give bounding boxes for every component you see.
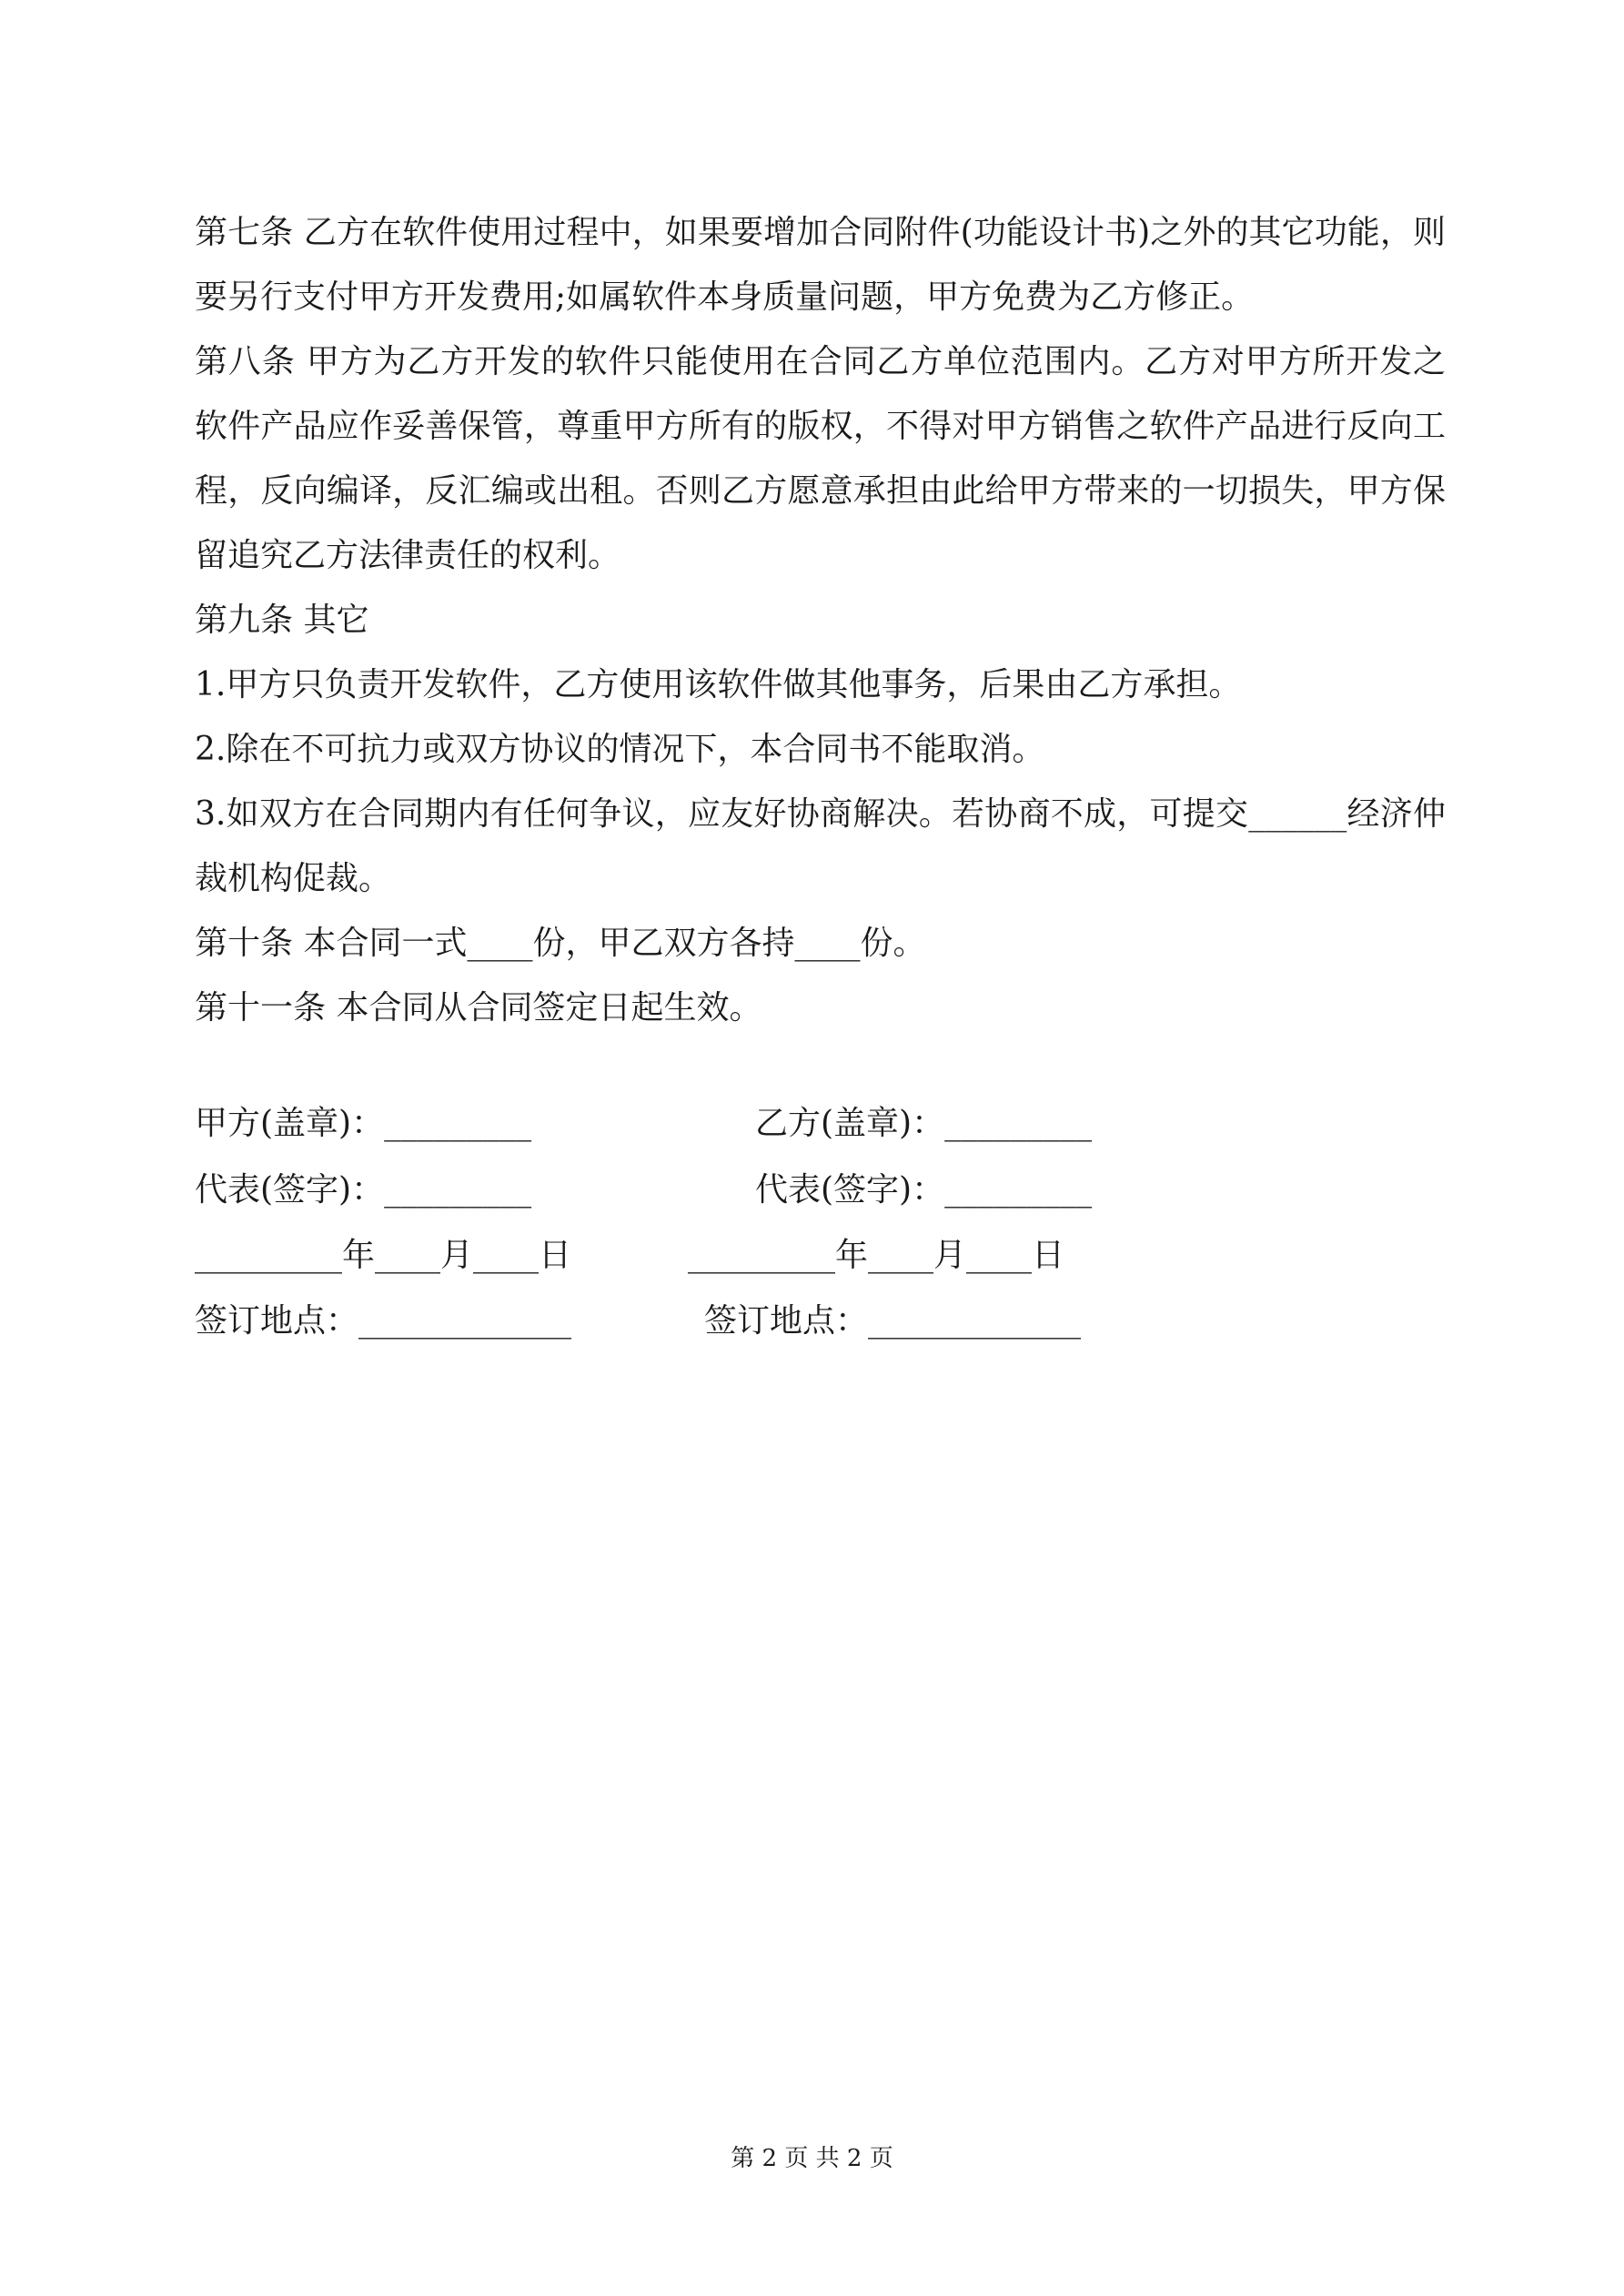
contract-body — [195, 200, 1446, 1040]
party-a-date-line: _________年____月____日 — [195, 1237, 571, 1274]
clause-11: 第十一条 本合同从合同签定日起生效。 — [195, 989, 762, 1027]
page-number-footer: 第 2 页 共 2 页 — [731, 2145, 893, 2172]
clause-7: 第七条 乙方在软件使用过程中，如果要增加合同附件(功能设计书)之外的其它功能，则要另行支付甲方开发费用;如属软件本身质量问题，甲方免费为乙方修正。 — [195, 214, 1446, 316]
clause-8: 第八条 甲方为乙方开发的软件只能使用在合同乙方单位范围内。乙方对甲方所开发之软件产品应作妥善保管，尊重甲方所有的版权，不得对甲方销售之软件产品进行反向工程，反向编译，反汇编或出租。否则乙方愿意承担由此给甲方带来的一切损失，甲方保留追究乙方法律责任的权利。 — [195, 343, 1446, 574]
clause-9-item-2: 2.除在不可抗力或双方协议的情况下，本合同书不能取消。 — [195, 731, 1045, 768]
clause-9-item-1: 1.甲方只负责开发软件，乙方使用该软件做其他事务，后果由乙方承担。 — [195, 666, 1242, 703]
party-a-seal-line: 甲方(盖章)：_________ — [195, 1105, 532, 1142]
clause-10: 第十条 本合同一式____份，甲乙双方各持____份。 — [195, 925, 926, 962]
clause-9-item-3: 3.如双方在合同期内有任何争议，应友好协商解决。若协商不成，可提交______经济仲裁机构促裁。 — [195, 795, 1446, 897]
party-b-place-line: 签订地点：_____________ — [704, 1302, 1082, 1340]
party-a-place-line: 签订地点：_____________ — [195, 1302, 572, 1340]
party-b-date-line: _________年____月____日 — [688, 1237, 1064, 1274]
clause-9-heading: 第九条 其它 — [195, 602, 369, 639]
party-b-rep-line: 代表(签字)：_________ — [755, 1171, 1093, 1209]
party-b-seal-line: 乙方(盖章)：_________ — [755, 1105, 1093, 1142]
party-a-rep-line: 代表(签字)：_________ — [195, 1171, 532, 1209]
